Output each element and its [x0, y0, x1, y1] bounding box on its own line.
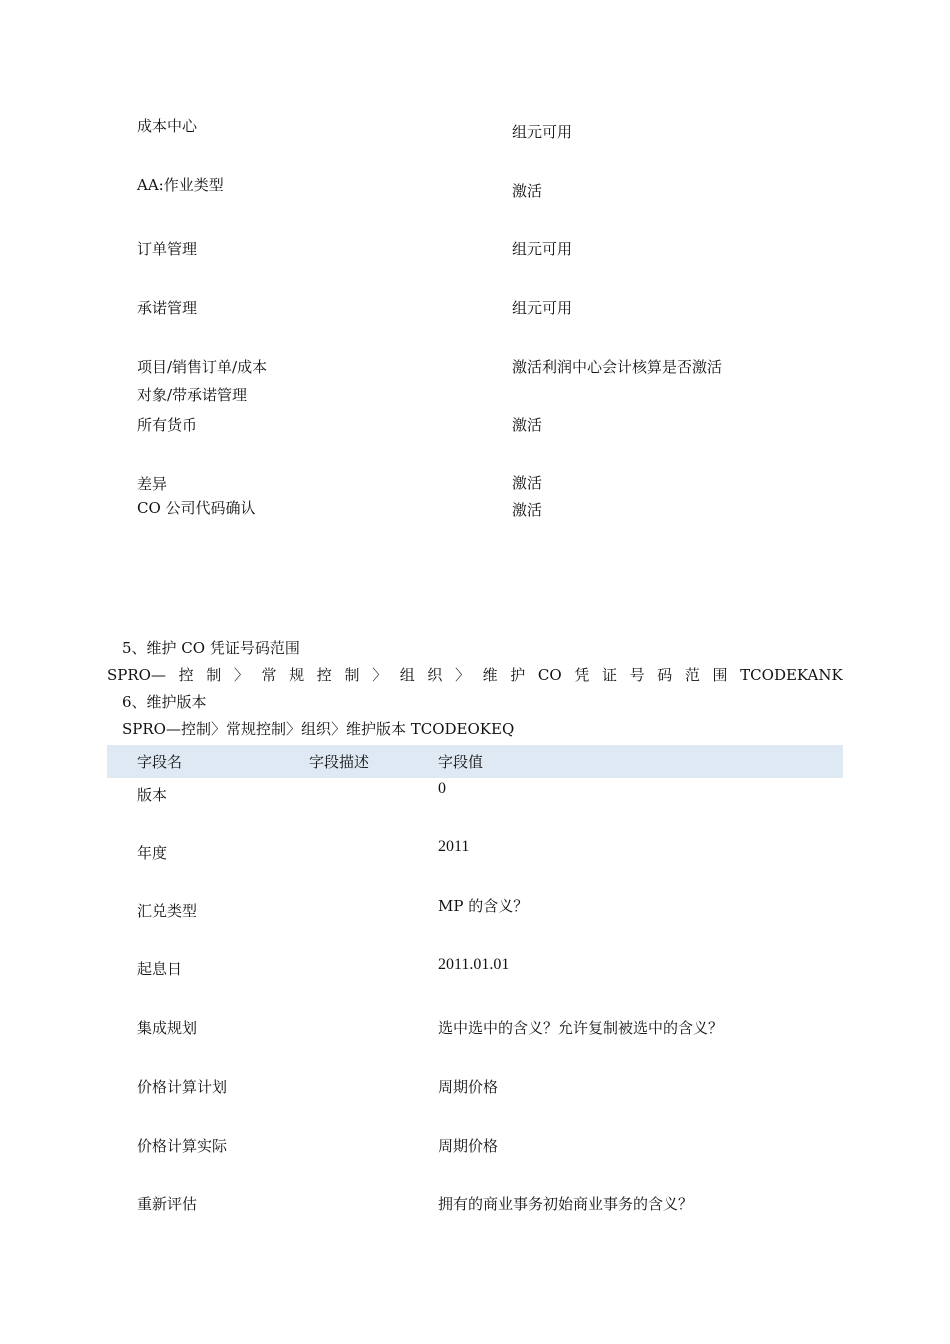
path-token: 范 [684, 666, 700, 684]
row-field-name: 重新评估 [137, 1195, 198, 1213]
row-field-value: 0 [438, 780, 446, 797]
field-value: 激活 [512, 474, 543, 492]
field-label: 差异 [137, 475, 168, 493]
row-field-value: 周期价格 [438, 1078, 499, 1096]
header-field-description: 字段描述 [309, 753, 370, 771]
field-label: 成本中心 [137, 117, 198, 135]
field-value: 组元可用 [512, 123, 573, 141]
path-token: TCODEKANK [740, 666, 843, 684]
row-field-value: 2011 [438, 838, 470, 855]
field-label: 所有货币 [137, 416, 198, 434]
path-token: 常 [261, 666, 277, 684]
path-token: 码 [657, 666, 673, 684]
path-token: 控 [316, 666, 332, 684]
path-token: 规 [289, 666, 305, 684]
path-token: 号 [629, 666, 645, 684]
path-token: CO [537, 666, 562, 684]
row-field-name: 起息日 [137, 960, 183, 978]
section-6-heading: 6、维护版本 [122, 693, 207, 711]
field-value: 激活 [512, 182, 543, 200]
row-field-name: 年度 [137, 844, 168, 862]
path-token: 围 [712, 666, 728, 684]
path-token: 凭 [574, 666, 590, 684]
path-token: SPRO— [107, 666, 166, 684]
row-field-value: MP 的含义？ [438, 897, 529, 915]
field-label: CO 公司代码确认 [137, 499, 256, 517]
row-field-name: 集成规划 [137, 1019, 198, 1037]
row-field-name: 汇兑类型 [137, 902, 198, 920]
field-label-continued: 对象/带承诺管理 [137, 386, 248, 404]
path-token: 组 [399, 666, 415, 684]
field-label: 订单管理 [137, 240, 198, 258]
field-value: 组元可用 [512, 299, 573, 317]
section-6-menu-path: SPRO—控制〉常规控制〉组织〉维护版本 TCODEOKEQ [122, 720, 515, 738]
section-5-heading: 5、维护 CO 凭证号码范围 [122, 639, 300, 657]
path-token: 护 [510, 666, 526, 684]
field-label: AA:作业类型 [137, 176, 224, 194]
path-token: 证 [601, 666, 617, 684]
path-token: 维 [482, 666, 498, 684]
section-5-menu-path [107, 665, 843, 685]
field-value: 激活利润中心会计核算是否激活 [512, 358, 723, 376]
field-value: 组元可用 [512, 240, 573, 258]
row-field-name: 版本 [137, 786, 168, 804]
row-field-value: 拥有的商业事务初始商业事务的含义？ [438, 1195, 694, 1213]
path-token: 制 [344, 666, 360, 684]
path-token: 〉 [372, 666, 388, 684]
field-label: 项目/销售订单/成本 [137, 358, 268, 376]
field-value: 激活 [512, 501, 543, 519]
row-field-name: 价格计算实际 [137, 1137, 228, 1155]
row-field-name: 价格计算计划 [137, 1078, 228, 1096]
field-label: 承诺管理 [137, 299, 198, 317]
path-token: 〉 [455, 666, 471, 684]
header-field-name: 字段名 [137, 753, 183, 771]
row-field-value: 选中选中的含义？允许复制被选中的含义？ [438, 1019, 724, 1037]
path-token: 制 [206, 666, 222, 684]
header-field-value: 字段值 [438, 753, 484, 771]
row-field-value: 2011.01.01 [438, 956, 510, 973]
path-token: 织 [427, 666, 443, 684]
row-field-value: 周期价格 [438, 1137, 499, 1155]
field-value: 激活 [512, 416, 543, 434]
path-token: 〉 [233, 666, 249, 684]
path-token: 控 [178, 666, 194, 684]
